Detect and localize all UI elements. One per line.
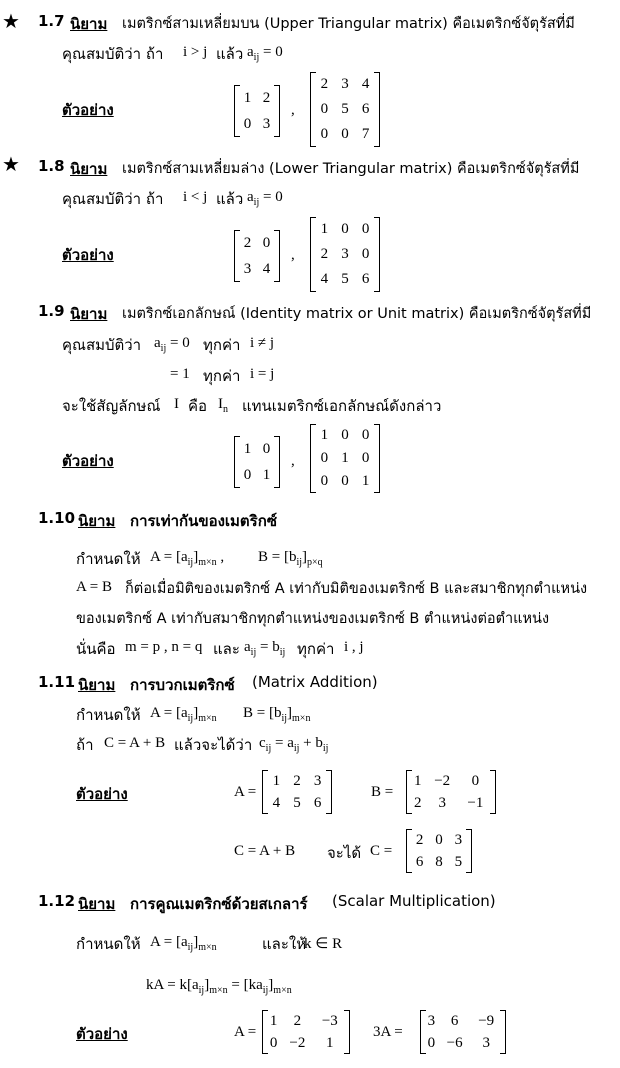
matrix-entry: 0 <box>361 450 370 466</box>
condition-math: $a_{ij} = 0$ <box>154 335 190 354</box>
notation-text: แทนเมตริกซ์เอกลักษณ์ดังกล่าว <box>242 397 442 415</box>
matrix-entry: −9 <box>478 1012 495 1029</box>
matrix-entry: 0 <box>361 246 370 262</box>
matrix-label: A = <box>234 1024 257 1040</box>
example-label: ตัวอย่าง <box>76 1025 128 1043</box>
scalar-math: kA = $k[a_{ij}]_{m\times n} = [ka_{ij}]_{m\times n}$ <box>146 977 292 996</box>
matrix-entry: 2 <box>262 89 271 106</box>
matrix-entry: 1 <box>320 221 329 237</box>
equality-text: ก็ต่อเมื่อมิติของเมตริกซ์ A เท่ากับมิติของเมตริกซ์ B และสมาชิกทุกตำแหน่ง <box>125 581 588 597</box>
matrix-entry: 5 <box>454 853 463 870</box>
given-math: $A = [a_{ij}]_{m\times n}$ , <box>150 549 225 568</box>
matrix-entry: 6 <box>361 101 370 117</box>
that-is-text: นั่นคือ <box>76 640 116 658</box>
result-text: จะได้ <box>327 844 362 862</box>
given-text: กำหนดให้ <box>76 935 141 953</box>
matrix-entry: 8 <box>435 853 443 870</box>
definition-text: เมตริกซ์สามเหลี่ยมล่าง (Lower Triangular matrix) คือเมตริกซ์จัตุรัสที่มี <box>122 161 580 177</box>
condition-text: คุณสมบัติว่า ถ้า <box>62 45 164 63</box>
star-icon: ★ <box>2 9 20 33</box>
matrix-entry: 5 <box>293 794 301 811</box>
matrix-entry: 4 <box>272 794 281 811</box>
matrix-entry: 0 <box>341 473 349 489</box>
matrix-entry: 1 <box>361 473 370 489</box>
definition-text: เมตริกซ์เอกลักษณ์ (Identity matrix or Unit matrix) คือเมตริกซ์จัตุรัสที่มี <box>122 306 592 322</box>
notation-text: คือ <box>188 397 208 415</box>
matrix-entry: −3 <box>321 1012 338 1029</box>
notation-text: จะใช้สัญลักษณ์ <box>62 397 161 415</box>
matrix-label: C = <box>370 843 393 859</box>
then-text: แล้ว <box>216 45 244 63</box>
matrix-entry: 1 <box>320 427 329 443</box>
section-title: การเท่ากันของเมตริกซ์ <box>130 512 277 530</box>
matrix-entry: −2 <box>434 772 451 789</box>
matrix-entry: 0 <box>262 234 271 251</box>
example-matrix <box>310 217 380 292</box>
given-math: $A = [a_{ij}]_{m\times n}$ <box>150 705 217 724</box>
for-all-text: ทุกค่า <box>203 336 241 354</box>
example-label: ตัวอย่าง <box>62 246 114 264</box>
example-matrix <box>234 436 280 488</box>
example-matrix <box>262 1010 350 1054</box>
matrix-label: B = <box>371 784 394 800</box>
then-text: แล้ว <box>216 190 244 208</box>
sum-math: $c_{ij} = a_{ij} + b_{ij}$ <box>259 735 329 754</box>
matrix-entry: 3 <box>454 831 463 848</box>
matrix-entry: 0 <box>320 126 329 142</box>
matrix-entry: −6 <box>446 1034 463 1051</box>
section-title: การบวกเมตริกซ์ <box>130 676 235 694</box>
and-text: และให้ <box>262 935 307 953</box>
then-text: แล้วจะได้ว่า <box>174 736 253 754</box>
matrix-entry: 1 <box>243 89 252 106</box>
matrix-entry: 0 <box>361 427 370 443</box>
matrix-entry: 4 <box>361 76 370 92</box>
separator: , <box>291 247 295 263</box>
example-matrix <box>234 85 280 137</box>
matrix-entry: 3 <box>427 1012 436 1029</box>
matrix-entry: 0 <box>243 466 252 483</box>
matrix-label: 3A = <box>373 1024 403 1040</box>
matrix-entry: 4 <box>262 260 271 277</box>
sum-math: C = A + B <box>234 843 296 859</box>
definition-text: เมตริกซ์สามเหลี่ยมบน (Upper Triangular matrix) คือเมตริกซ์จัตุรัสที่มี <box>122 16 575 32</box>
matrix-entry: 2 <box>415 831 424 848</box>
given-text: กำหนดให้ <box>76 706 141 724</box>
matrix-entry: 6 <box>450 1012 459 1029</box>
matrix-entry: 0 <box>320 450 329 466</box>
matrix-entry: 2 <box>243 234 252 251</box>
matrix-entry: 7 <box>361 126 370 142</box>
matrix-entry: 2 <box>293 1012 302 1029</box>
given-math: $B = [b_{ij}]_{p\times q}$ <box>258 549 323 568</box>
matrix-label: A = <box>234 784 257 800</box>
for-all-text: ทุกค่า <box>203 367 241 385</box>
definition-keyword: นิยาม <box>70 305 108 323</box>
matrix-entry: 3 <box>262 115 271 132</box>
matrix-entry: 3 <box>482 1034 490 1051</box>
matrix-entry: 2 <box>320 76 329 92</box>
matrix-entry: 2 <box>320 246 329 262</box>
section-number: 1.9 <box>38 302 65 320</box>
matrix-entry: 3 <box>341 76 349 92</box>
matrix-entry: 0 <box>269 1034 278 1051</box>
matrix-entry: 0 <box>320 473 329 489</box>
that-is-math: m = p , n = q <box>125 639 203 655</box>
matrix-entry: 1 <box>243 440 252 457</box>
matrix-entry: 1 <box>414 772 422 789</box>
matrix-entry: 0 <box>341 221 349 237</box>
definition-keyword: นิยาม <box>78 512 116 530</box>
matrix-entry: 0 <box>471 772 480 789</box>
matrix-entry: 0 <box>262 440 271 457</box>
result-matrix <box>406 829 472 873</box>
example-label: ตัวอย่าง <box>76 785 128 803</box>
equality-math: A = B <box>76 579 112 595</box>
condition-text: คุณสมบัติว่า ถ้า <box>62 190 164 208</box>
definition-keyword: นิยาม <box>78 895 116 913</box>
section-number: 1.7 <box>38 12 65 30</box>
given-math: k ∈ R <box>304 936 343 952</box>
matrix-entry: 4 <box>320 271 329 287</box>
for-all-text: ทุกค่า <box>297 640 335 658</box>
matrix-entry: 0 <box>361 221 370 237</box>
definition-keyword: นิยาม <box>70 15 108 33</box>
matrix-entry: 0 <box>341 427 349 443</box>
matrix-entry: 6 <box>361 271 370 287</box>
given-text: กำหนดให้ <box>76 550 141 568</box>
matrix-entry: 6 <box>313 794 322 811</box>
matrix-entry: 0 <box>435 831 443 848</box>
condition-math: i ≠ j <box>250 335 275 351</box>
section-title: การคูณเมตริกซ์ด้วยสเกลาร์ <box>130 895 308 913</box>
condition-math: = 1 <box>170 366 190 382</box>
example-matrix <box>406 770 496 814</box>
matrix-entry: 1 <box>272 772 281 789</box>
section-title-en: (Matrix Addition) <box>252 673 378 691</box>
section-number: 1.10 <box>38 509 76 527</box>
matrix-entry: 2 <box>293 772 301 789</box>
example-label: ตัวอย่าง <box>62 452 114 470</box>
example-matrix <box>234 230 280 282</box>
that-is-math: i , j <box>344 639 364 655</box>
equality-text: ของเมตริกซ์ A เท่ากับสมาชิกทุกตำแหน่งของเมตริกซ์ B ตำแหน่งต่อตำแหน่ง <box>76 611 550 627</box>
matrix-entry: −2 <box>289 1034 306 1051</box>
matrix-entry: 3 <box>341 246 349 262</box>
matrix-entry: 2 <box>414 794 422 811</box>
matrix-entry: 3 <box>243 260 252 277</box>
result-matrix <box>420 1010 506 1054</box>
example-matrix <box>310 424 380 493</box>
example-matrix <box>310 72 380 147</box>
condition-math: i = j <box>250 366 275 382</box>
matrix-entry: 5 <box>341 271 349 287</box>
section-number: 1.8 <box>38 157 65 175</box>
condition-math: i < j <box>183 189 208 205</box>
matrix-entry: 1 <box>326 1034 334 1051</box>
given-math: $B = [b_{ij}]_{m\times n}$ <box>243 705 311 724</box>
example-label: ตัวอย่าง <box>62 101 114 119</box>
section-number: 1.12 <box>38 892 76 910</box>
section-number: 1.11 <box>38 673 76 691</box>
matrix-entry: 0 <box>341 126 349 142</box>
matrix-entry: 1 <box>262 466 271 483</box>
matrix-entry: 3 <box>313 772 322 789</box>
that-is-math: $a_{ij} = b_{ij}$ <box>244 639 286 658</box>
matrix-entry: 3 <box>438 794 446 811</box>
definition-keyword: นิยาม <box>78 676 116 694</box>
matrix-entry: 0 <box>320 101 329 117</box>
matrix-entry: 0 <box>427 1034 436 1051</box>
matrix-entry: 1 <box>341 450 349 466</box>
separator: , <box>291 453 295 469</box>
condition-math: $a_{ij} = 0$ <box>247 189 283 208</box>
matrix-entry: 6 <box>415 853 424 870</box>
matrix-entry: −1 <box>467 794 484 811</box>
and-text: และ <box>213 640 240 658</box>
section-title-en: (Scalar Multiplication) <box>332 892 496 910</box>
star-icon: ★ <box>2 152 20 176</box>
definition-keyword: นิยาม <box>70 160 108 178</box>
condition-math: i > j <box>183 44 208 60</box>
matrix-entry: 1 <box>269 1012 278 1029</box>
matrix-entry: 5 <box>341 101 349 117</box>
given-math: $A = [a_{ij}]_{m\times n}$ <box>150 934 217 953</box>
notation-math: $I_n$ <box>218 396 228 415</box>
condition-text: คุณสมบัติว่า <box>62 336 142 354</box>
example-matrix <box>262 770 332 814</box>
separator: , <box>291 102 295 118</box>
matrix-entry: 0 <box>243 115 252 132</box>
sum-math: C = A + B <box>104 735 166 751</box>
condition-math: $a_{ij} = 0$ <box>247 44 283 63</box>
notation-math: I <box>174 396 179 412</box>
if-text: ถ้า <box>76 736 94 754</box>
